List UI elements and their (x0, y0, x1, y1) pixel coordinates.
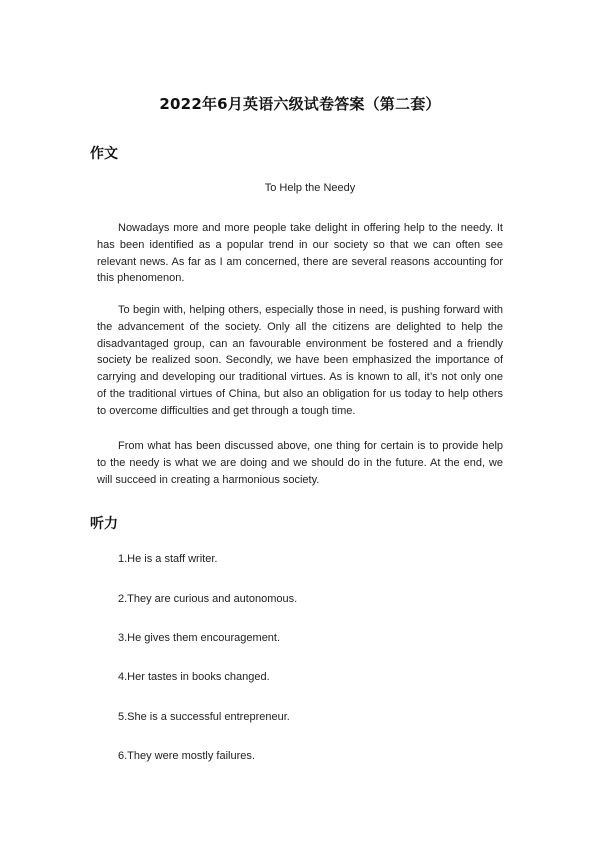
listening-answer-4: 4.Her tastes in books changed. (118, 671, 270, 683)
listening-section-heading: 听力 (90, 516, 118, 532)
listening-answer-6: 6.They were mostly failures. (118, 750, 255, 762)
writing-section-heading: 作文 (90, 146, 118, 162)
essay-paragraph-3: From what has been discussed above, one thing for certain is to provide help to the needy is what we are doing and we should do in the future. At the end, we will succeed in creating a harmonious society. (97, 440, 503, 486)
listening-answer-1: 1.He is a staff writer. (118, 553, 218, 565)
essay-paragraph-1: Nowadays more and more people take delight in offering help to the needy. It has been identified as a popular trend in our society so that we can often see relevant news. As far as I am concerned, there are several reasons accounting for this phenomenon. (97, 222, 503, 285)
listening-answer-5: 5.She is a successful entrepreneur. (118, 711, 290, 723)
essay-paragraph-2: To begin with, helping others, especially those in need, is pushing forward with the advancement of the society. Only all the citizens are delighted to help the disadvantaged group, can an favourable environment be fostered and a friendly society be realized soon. Secondly, we have been emphasized the importance of carrying and developing our traditional virtues. As is known to all, it’s not only one of the traditional virtues of China, but also an obligation for us today to help others to overcome difficulties and get through a tough time. (97, 304, 503, 417)
essay-title: To Help the Needy (264, 182, 356, 194)
listening-answer-3: 3.He gives them encouragement. (118, 632, 281, 644)
document-title: 2022年6月英语六级试卷答案（第二套） (159, 95, 441, 113)
listening-answer-2: 2.They are curious and autonomous. (118, 593, 298, 605)
